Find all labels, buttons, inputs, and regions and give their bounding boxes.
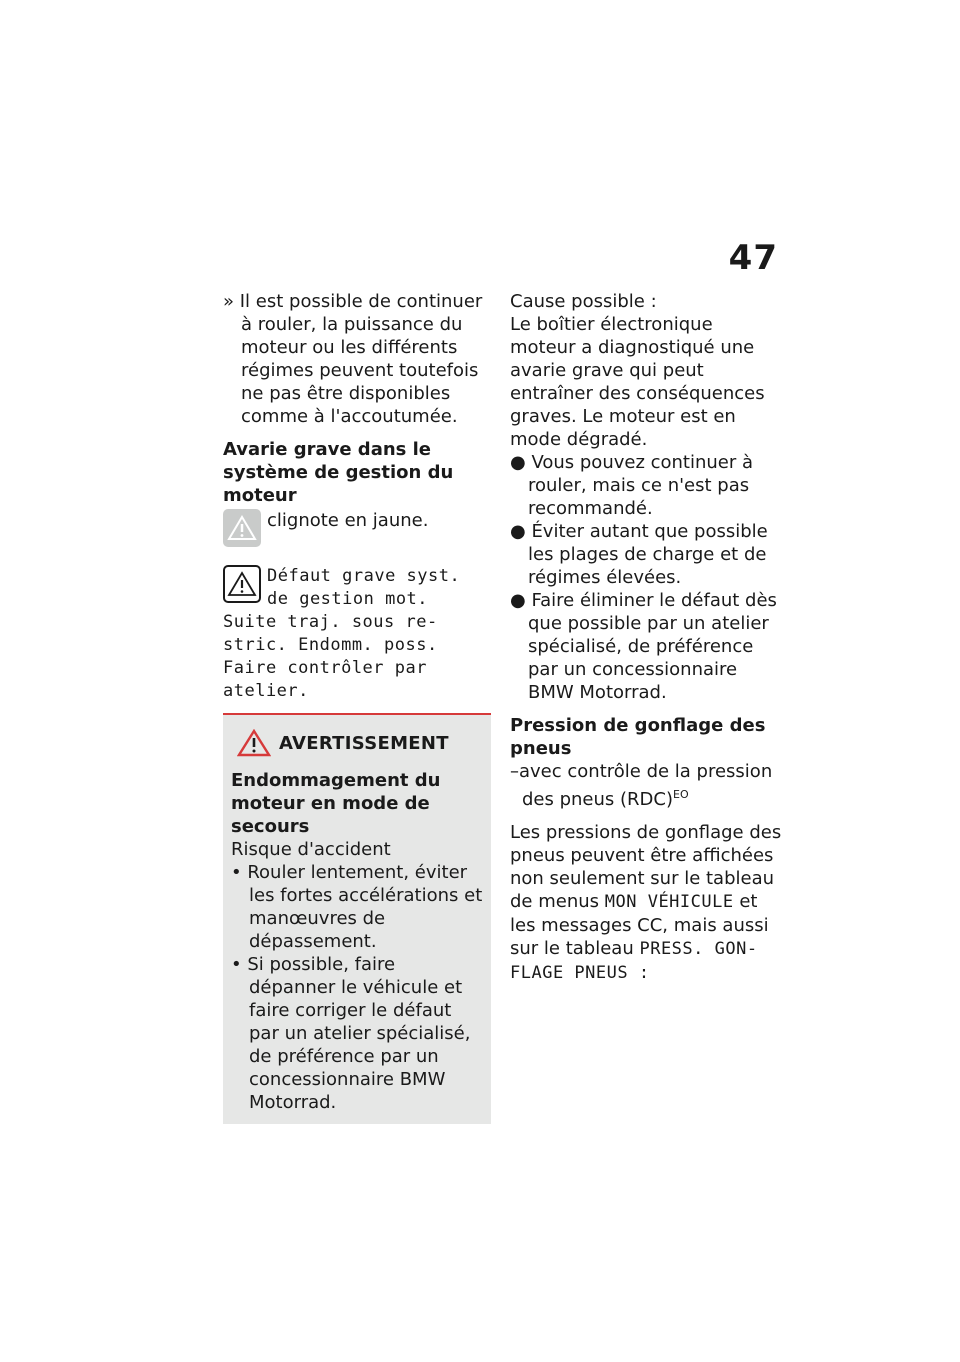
display-line-3: Suite traj. sous re- — [223, 612, 438, 632]
cause-bullet-3-text: Faire éliminer le défaut dès que possible par un atelier spécialisé, de préférence par un concessionnaire BMW Motorrad. — [528, 590, 777, 703]
bullet-dot-icon: ● — [510, 590, 532, 611]
cause-bullet-1 — [510, 451, 782, 520]
cause-bullet-3 — [510, 589, 782, 704]
warning-bullet-2-text: Si possible, faire dépanner le véhicule et faire corriger le défaut par un atelier spécialisé, de préférence par un concessionnaire BMW Motorrad. — [247, 954, 471, 1113]
bullet-dot-icon: ● — [510, 452, 532, 473]
tire-pressure-paragraph — [510, 821, 782, 985]
warning-triangle-red-icon — [237, 729, 271, 757]
warning-triangle-outline-icon — [223, 565, 261, 603]
display-line-2: de gestion mot. — [267, 589, 429, 609]
menu-name-my-vehicle: MON VÉHICULE — [604, 892, 734, 912]
warning-triangle-icon — [223, 509, 261, 547]
display-message-block — [223, 565, 491, 611]
intro-text: Il est possible de continuer à rouler, la puissance du moteur ou les différents régimes peuvent toutefois ne pas être disponibles comme à l'accoutumée. — [239, 291, 483, 427]
warning-bullet-1 — [231, 861, 483, 953]
section-heading-engine-failure: Avarie grave dans le système de gestion du moteur — [223, 439, 454, 506]
bullet-dot-icon: • — [231, 862, 248, 883]
bullet-dot-icon: • — [231, 954, 248, 975]
option-item-superscript: EO — [673, 788, 689, 801]
display-line-6: atelier. — [223, 681, 309, 701]
warning-risk: Risque d'accident — [231, 839, 391, 860]
dash-mark: – — [510, 761, 519, 782]
tire-paragraph-part-2: et les messages CC, mais aussi sur le tableau — [510, 891, 769, 959]
option-item — [510, 760, 782, 811]
menu-name-tire-pressure: PRESS. GON- FLAGE PNEUS : — [510, 939, 758, 983]
result-bullet-mark: » — [223, 291, 235, 312]
warning-title: AVERTISSEMENT — [279, 732, 449, 754]
cause-label: Cause possible : — [510, 291, 657, 312]
section-heading-tire-pressure: Pression de gonflage des pneus — [510, 715, 766, 759]
option-item-text: avec contrôle de la pression des pneus (RDC) — [519, 761, 773, 810]
warning-bullet-2 — [231, 953, 483, 1114]
warning-header — [231, 729, 483, 757]
right-column — [510, 290, 782, 985]
indicator-description: clignote en jaune. — [267, 510, 429, 531]
display-line-1: Défaut grave syst. — [267, 566, 461, 586]
warning-box — [223, 713, 491, 1124]
warning-subtitle: Endommagement du moteur en mode de secours — [231, 770, 441, 837]
cause-bullet-2-text: Éviter autant que possible les plages de charge et de régimes élevées. — [528, 521, 768, 588]
cause-bullet-1-text: Vous pouvez continuer à rouler, mais ce n'est pas recommandé. — [528, 452, 754, 519]
bullet-dot-icon: ● — [510, 521, 532, 542]
cause-bullet-2 — [510, 520, 782, 589]
warning-bullet-1-text: Rouler lentement, éviter les fortes accélérations et manœuvres de dépassement. — [247, 862, 483, 952]
left-column — [223, 290, 491, 1124]
indicator-row-yellow — [223, 509, 491, 551]
display-line-5: Faire contrôler par — [223, 658, 427, 678]
intro-paragraph — [223, 290, 491, 428]
cause-text: Le boîtier électronique moteur a diagnostiqué une avarie grave qui peut entraîner des conséquences graves. Le moteur est en mode dégradé. — [510, 314, 765, 450]
tire-paragraph-part-1: Les pressions de gonflage des pneus peuvent être affichées non seulement sur le tableau de menus — [510, 822, 782, 912]
display-line-4: stric. Endomm. poss. — [223, 635, 438, 655]
page-number: 47 — [728, 238, 778, 278]
